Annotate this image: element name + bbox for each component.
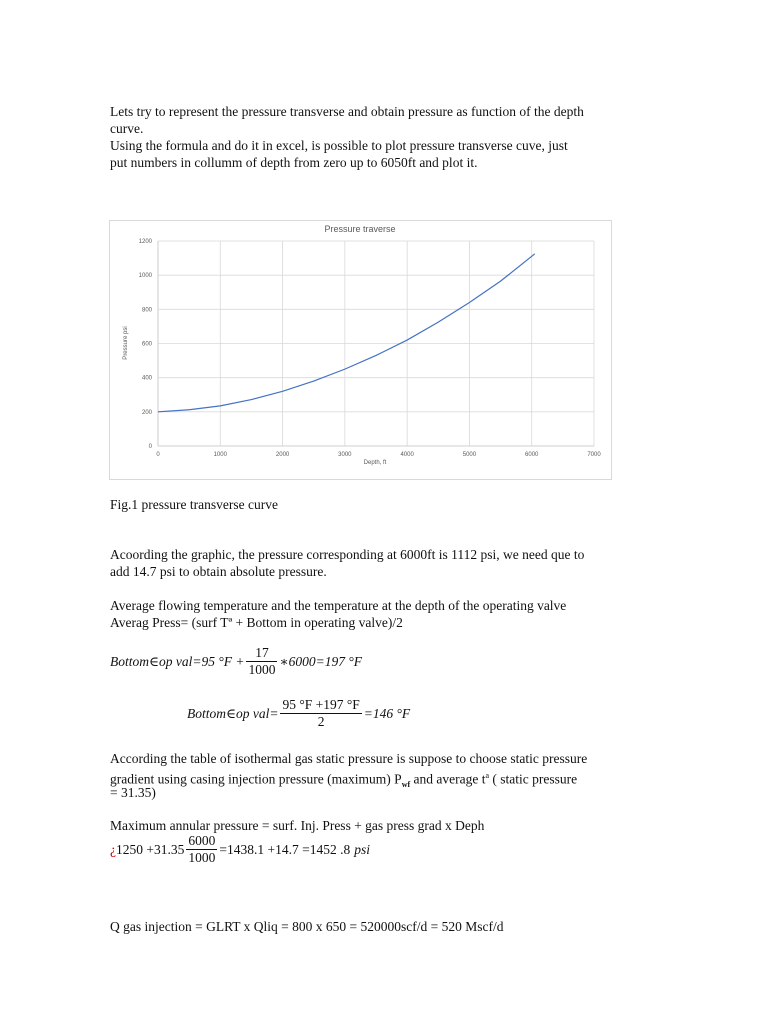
eq1-lhs: Bottom∈op val	[110, 653, 193, 669]
para4-line2-c: ( static pressure	[489, 771, 578, 787]
y-tick-label: 400	[141, 375, 152, 382]
intro-line-4: put numbers in collumm of depth from zero up to 6050ft and plot it.	[110, 155, 478, 170]
eq3-part2: =1438.1 +14.7 =1452 .8	[219, 841, 351, 857]
y-tick-label: 1200	[138, 239, 152, 245]
x-tick-label: 6000	[525, 452, 539, 458]
equation-1	[110, 645, 362, 678]
eq3-fraction	[186, 833, 217, 866]
x-tick-label: 0	[156, 452, 160, 458]
intro-line-1: Lets try to represent the pressure transverse and obtain pressure as function of the depth	[110, 104, 584, 119]
para4-line-3: = 31.35)	[110, 785, 156, 800]
figure-caption: Fig.1 pressure transverse curve	[110, 497, 278, 512]
para2-line-2: add 14.7 psi to obtain absolute pressure.	[110, 564, 327, 579]
y-axis-label: Pressure psi	[123, 326, 129, 360]
chart-title: Pressure traverse	[324, 224, 396, 234]
y-tick-label: 600	[141, 341, 152, 348]
para5: Maximum annular pressure = surf. Inj. Press + gas press grad x Deph	[110, 818, 485, 833]
para4-ta-superscript: a	[485, 771, 490, 780]
para4-line-1: According the table of isothermal gas static pressure is suppose to choose static pressure	[110, 751, 588, 766]
eq2-lhs: Bottom∈op val	[187, 705, 270, 721]
equation-3	[110, 833, 370, 866]
pressure-traverse-chart	[109, 220, 612, 480]
eq2-numerator: 95 °F +197 °F	[282, 697, 360, 712]
eq3-numerator: 6000	[188, 833, 216, 848]
para6: Q gas injection = GLRT x Qliq = 800 x 650 = 520000scf/d = 520 Mscf/d	[110, 919, 504, 934]
eq3-part1: 1250 +31.35	[116, 841, 185, 857]
y-tick-label: 200	[141, 409, 152, 416]
eq2-denominator: 2	[317, 714, 325, 729]
x-tick-label: 3000	[338, 452, 352, 458]
eq2-fraction	[280, 697, 361, 730]
para4-pwf-subscript: wf	[401, 780, 411, 790]
x-tick-label: 1000	[213, 452, 227, 458]
para3-line-1: Average flowing temperature and the temperature at the depth of the operating valve	[110, 598, 567, 613]
para4-line2-b: and average t	[410, 771, 486, 787]
x-tick-label: 5000	[462, 452, 477, 458]
y-tick-label: 1000	[138, 273, 152, 280]
para4-line-2	[110, 767, 577, 793]
para4-line2-a: gradient using casing injection pressure (maximum) P	[110, 771, 402, 787]
eq2-equals: =	[269, 705, 279, 721]
y-tick-label: 800	[141, 307, 152, 314]
eq3-unit: psi	[354, 841, 370, 857]
series-line-pressure	[158, 254, 535, 412]
eq1-part1: =95 °F +	[192, 653, 245, 669]
eq1-numerator: 17	[246, 645, 277, 662]
eq1-denominator: 1000	[248, 662, 276, 677]
intro-line-3: Using the formula and do it in excel, is possible to plot pressure transverse cuve, just	[110, 138, 568, 153]
eq1-part2: ∗6000=197 °F	[279, 653, 363, 669]
x-tick-label: 4000	[400, 452, 414, 458]
x-tick-label: 7000	[587, 452, 601, 458]
para2-line-1: Acoording the graphic, the pressure corresponding at 6000ft is 1112 psi, we need que to	[110, 547, 585, 562]
x-axis-label: Depth, ft	[363, 460, 387, 466]
equation-2	[187, 697, 410, 730]
eq1-fraction	[246, 645, 277, 678]
eq3-glyph: ¿	[110, 841, 116, 857]
x-tick-label: 2000	[275, 452, 290, 458]
chart-svg	[110, 221, 611, 479]
eq2-result: =146 °F	[363, 705, 411, 721]
y-tick-label: 0	[148, 444, 152, 450]
para3-line-2: Averag Press= (surf Tª + Bottom in operating valve)/2	[110, 615, 403, 630]
intro-line-2: curve.	[110, 121, 144, 136]
eq3-denominator: 1000	[188, 850, 216, 865]
